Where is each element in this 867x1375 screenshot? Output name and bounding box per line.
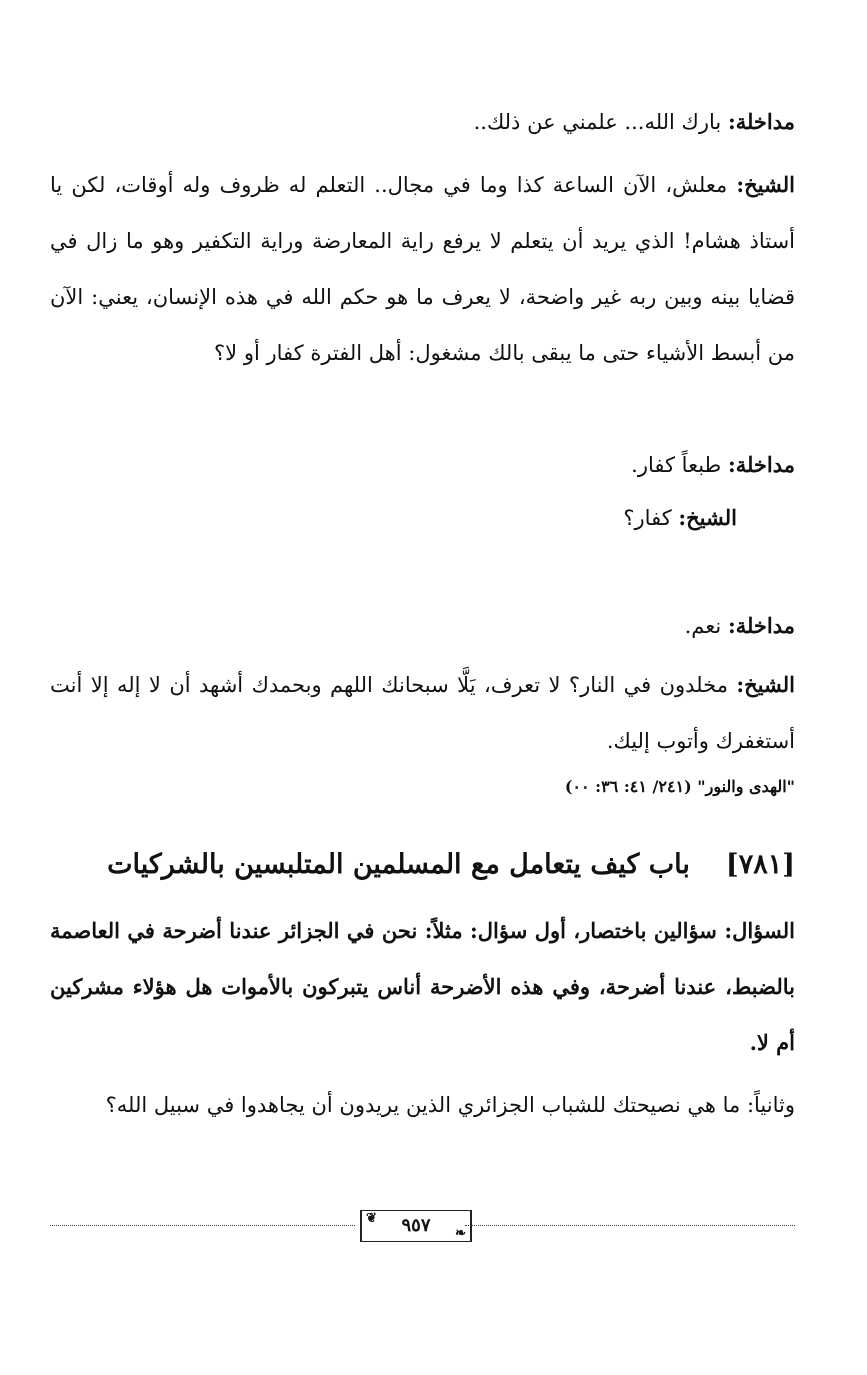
speaker-label: الشيخ: [736, 672, 795, 697]
speaker-label: مداخلة: [727, 109, 795, 134]
footer-rule-left [50, 1225, 355, 1226]
entry-text: معلش، الآن الساعة كذا وما في مجال.. التعلم له ظروف وله أوقات، لكن يا أستاذ هشام! الذي يريد أن يتعلم لا يرفع راية المعارضة وراية التكفير وهو ما زال في قضايا بينه وبين ربه غير واضحة، لا يعرف ما هو حكم الله في هذه الإنسان، يعني: الآن من أبسط الأشياء حتى ما يبقى بالك مشغول: أهل الفترة كفار أو لا؟ [50, 173, 795, 365]
page-number: ٩٥٧ [401, 1215, 431, 1236]
floral-ornament-icon: ❧ [455, 1226, 466, 1241]
speaker-label: الشيخ: [736, 172, 795, 197]
speaker-label: مداخلة: [727, 452, 795, 477]
entry-text: كفار؟ [623, 506, 679, 530]
entry-text: مخلدون في النار؟ لا تعرف، يَلَّا سبحانك اللهم وبحمدك أشهد أن لا إله إلا أنت أستغفرك وأتوب إليك. [50, 673, 795, 753]
entry-sheikh-3 [50, 657, 795, 769]
entry-sheikh-2 [0, 490, 737, 546]
page-footer [50, 1208, 795, 1244]
entry-intervention-1 [50, 94, 795, 150]
floral-ornament-icon: ❦ [366, 1211, 377, 1226]
entry-text: طبعاً كفار. [631, 453, 728, 477]
question-paragraph [50, 903, 795, 1071]
entry-sheikh-1 [50, 157, 795, 381]
question-text: سؤالين باختصار، أول سؤال: مثلاً: نحن في الجزائر عندنا أضرحة في العاصمة بالضبط، عندنا أضرحة، وفي هذه الأضرحة أناس يتبركون بالأموات هل هؤلاء مشركين أم لا. [50, 918, 795, 1055]
source-citation: "الهدى والنور" (٢٤١/ ٤١: ٣٦: ٠٠) [564, 777, 795, 796]
speaker-label: الشيخ: [678, 505, 737, 530]
footer-rule-right [465, 1225, 795, 1226]
entry-intervention-2 [50, 437, 795, 493]
section-number: [٧٨١] [725, 849, 795, 880]
entry-intervention-3 [50, 598, 795, 654]
page-number-box [360, 1210, 472, 1242]
section-heading [50, 840, 795, 890]
entry-text: نعم. [684, 614, 728, 638]
question-second-paragraph: وثانياً: ما هي نصيحتك للشباب الجزائري الذين يريدون أن يجاهدوا في سبيل الله؟ [105, 1093, 795, 1117]
speaker-label: مداخلة: [727, 613, 795, 638]
section-title: باب كيف يتعامل مع المسلمين المتلبسين بالشركيات [107, 849, 690, 880]
entry-text: بارك الله... علمني عن ذلك.. [473, 110, 728, 134]
question-label: السؤال: [724, 918, 795, 943]
